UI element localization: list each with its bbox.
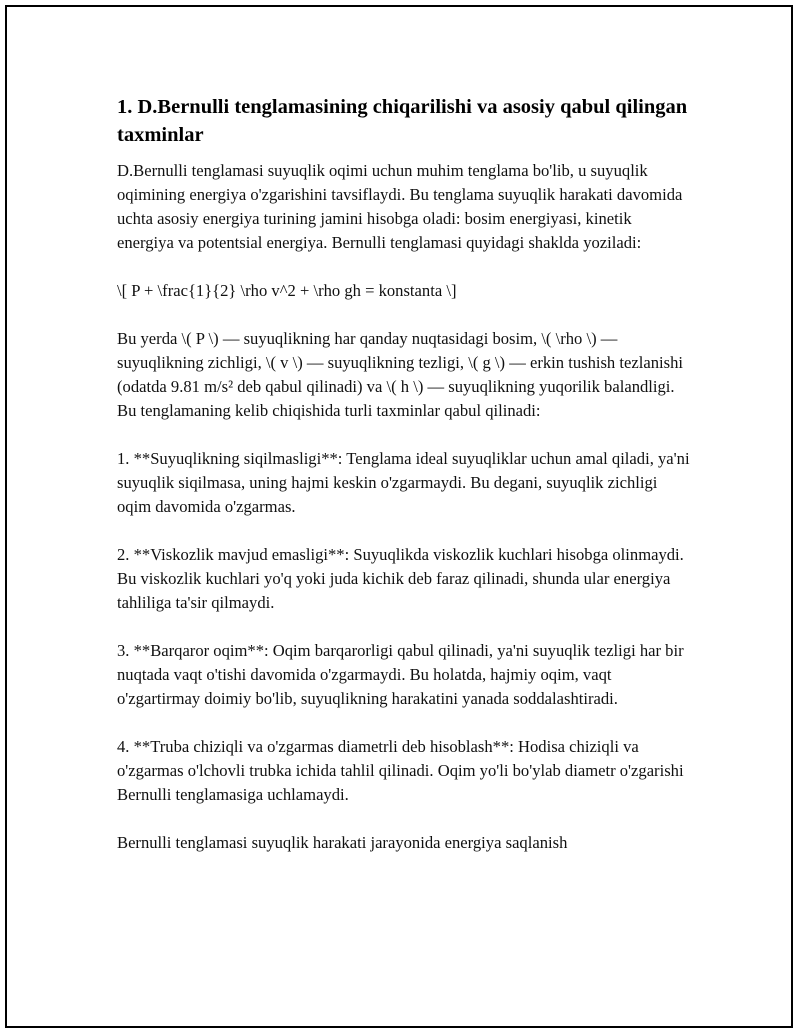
paragraph-assumption-4: 4. **Truba chiziqli va o'zgarmas diametrli deb hisoblash**: Hodisa chiziqli va o'zgarmas o'lchovli trubka ichida tahlil qilinadi. Oqim yo'li bo'ylab diametr o'zgarishi Bernulli tenglamasiga uchlamaydi.	[117, 737, 684, 804]
paragraph-assumption-1: 1. **Suyuqlikning siqilmasligi**: Tenglama ideal suyuqliklar uchun amal qiladi, ya'ni suyuqlik siqilmasa, uning hajmi keskin o'zgarmaydi. Bu degani, suyuqlik zichligi oqim davomida o'zgarmas.	[117, 449, 690, 516]
paragraph-assumption-3: 3. **Barqaror oqim**: Oqim barqarorligi qabul qilinadi, ya'ni suyuqlik tezligi har bir nuqtada vaqt o'tishi davomida o'zgarmaydi. Bu holatda, hajmiy oqim, vaqt o'zgartirmay doimiy bo'lib, suyuqlikning harakatini yanada soddalashtiradi.	[117, 641, 684, 708]
paragraph-equation: \[ P + \frac{1}{2} \rho v^2 + \rho gh = konstanta \]	[117, 281, 457, 300]
document-body	[117, 93, 692, 879]
document-title: 1. D.Bernulli tenglamasining chiqarilishi va asosiy qabul qilingan taxminlar	[117, 96, 688, 146]
paragraph-intro: D.Bernulli tenglamasi suyuqlik oqimi uchun muhim tenglama bo'lib, u suyuqlik oqimining energiya o'zgarishini tavsiflaydi. Bu tenglama suyuqlik harakati davomida uchta asosiy energiya turining jamini hisobga oladi: bosim energiyasi, kinetik energiya va potentsial energiya. Bernulli tenglamasi quyidagi shaklda yoziladi:	[117, 161, 683, 252]
paragraph-conclusion: Bernulli tenglamasi suyuqlik harakati jarayonida energiya saqlanish	[117, 833, 568, 852]
paragraph-variables: Bu yerda \( P \) — suyuqlikning har qanday nuqtasidagi bosim, \( \rho \) — suyuqlikning zichligi, \( v \) — suyuqlikning tezligi, \( g \) — erkin tushish tezlanishi (odatda 9.81 m/s² deb qabul qilinadi) va \( h \) — suyuqlikning yuqorilik balandligi. Bu tenglamaning kelib chiqishida turli taxminlar qabul qilinadi:	[117, 329, 683, 420]
paragraph-assumption-2: 2. **Viskozlik mavjud emasligi**: Suyuqlikda viskozlik kuchlari hisobga olinmaydi. Bu viskozlik kuchlari yo'q yoki juda kichik deb faraz qilinadi, shunda ular energiya tahliliga ta'sir qilmaydi.	[117, 545, 684, 612]
